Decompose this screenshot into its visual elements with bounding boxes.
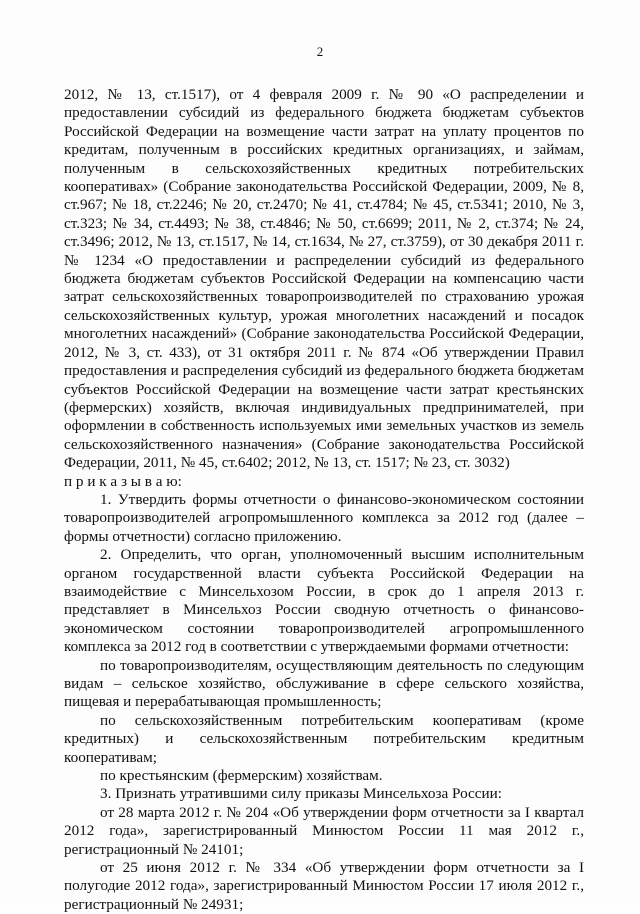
page-number: 2 <box>316 44 324 59</box>
paragraph-item-3: 3. Признать утратившими силу приказы Минсельхоза России: <box>100 785 503 803</box>
paragraph-item-2-producers: по товаропроизводителям, осуществляющим деятельность по следующим видам – сельское хозяйство, обслуживание в сфере сельского хозяйства, пищевая и перерабатывающая промышленность; <box>64 656 584 711</box>
paragraph-continuation: 2012, № 13, ст.1517), от 4 февраля 2009 г. № 90 «О распределении и предоставлении субсидий из федерального бюджета бюджетам субъектов Российской Федерации на возмещение части затрат на уплату процентов по кредитам, полученным в российских кредитных организациях, и займам, полученным в сельскохозяйственных кредитных потребительских кооперативах» (Собрание законодательства Российской Федерации, 2009, № 8, ст.967; № 18, ст.2246; № 20, ст.2470; № 41, ст.4784; № 45, ст.5341; 2010, № 3, ст.323; № 34, ст.4493; № 38, ст.4846; № 50, ст.6699; 2011, № 2, ст.374; № 24, ст.3496; 2012, № 13, ст.1517, № 14, ст.1634, № 27, ст.3759), от 30 декабря 2011 г. № 1234 «О предоставлении и распределении субсидий из федерального бюджета бюджетам субъектов Российской Федерации на компенсацию части затрат сельскохозяйственных товаропроизводителей по страхованию урожая сельскохозяйственных культур, урожая многолетних насаждений и посадок многолетних насаждений» (Собрание законодательства Российской Федерации, 2012, № 3, ст. 433), от 31 октября 2011 г. № 874 «Об утверждении Правил предоставления и распределения субсидий из федерального бюджета бюджетам субъектов Российской Федерации на возмещение части затрат крестьянских (фермерских) хозяйств, включая индивидуальных предпринимателей, при оформлении в собственность используемых ими земельных участков из земель сельскохозяйственного назначения» (Собрание законодательства Российской Федерации, 2011, № 45, ст.6402; 2012, № 13, ст. 1517; № 23, ст. 3032) <box>64 86 584 472</box>
paragraph-item-3-order-204: от 28 марта 2012 г. № 204 «Об утверждении форм отчетности за I квартал 2012 года», зарегистрированный Минюстом России 11 мая 2012 г., регистрационный № 24101; <box>64 803 584 858</box>
paragraph-order-word: п р и к а з ы в а ю: <box>64 472 182 490</box>
paragraph-item-2-farms: по крестьянским (фермерским) хозяйствам. <box>100 767 383 785</box>
paragraph-item-1: 1. Утвердить формы отчетности о финансово-экономическом состоянии товаропроизводителей агропромышленного комплекса за 2012 год (далее – формы отчетности) согласно приложению. <box>64 490 584 545</box>
paragraph-item-2-cooperatives: по сельскохозяйственным потребительским кооперативам (кроме кредитных) и сельскохозяйственным потребительским кредитным кооперативам; <box>64 711 584 766</box>
paragraph-item-3-order-334: от 25 июня 2012 г. № 334 «Об утверждении форм отчетности за I полугодие 2012 года», зарегистрированный Минюстом России 17 июля 2012 г., регистрационный № 24931; <box>64 859 584 913</box>
document-body <box>64 86 584 914</box>
paragraph-item-2: 2. Определить, что орган, уполномоченный высшим исполнительным органом государственной власти субъекта Российской Федерации на взаимодействие с Минсельхозом России, в срок до 1 апреля 2013 г. представляет в Минсельхоз России сводную отчетность о финансово-экономическом состоянии товаропроизводителей агропромышленного комплекса за 2012 год в соответствии с утверждаемыми формами отчетности: <box>64 546 584 656</box>
